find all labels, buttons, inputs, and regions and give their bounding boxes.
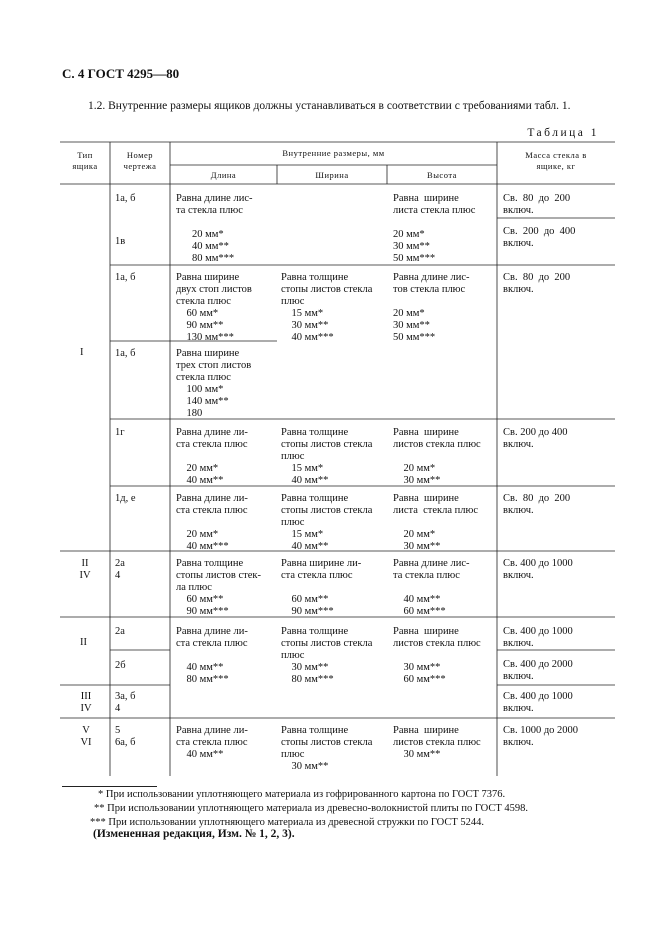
footnote-2: ** При использовании уплотняющего материала из древесно-волокнистой плиты по ГОСТ 4598. [94,803,529,814]
page-header: С. 4 ГОСТ 4295—80 [62,66,180,81]
drawing-cell: 5 6а, б [115,725,136,748]
mass-cell: Св. 80 до 200 включ. [503,193,571,216]
length-cell: Равна длине ли- ста стекла плюс 20 мм* 40 мм*** [176,493,248,552]
width-cell: Равна толщине стопы листов стекла плюс 15 мм* 30 мм** 40 мм*** [281,272,373,343]
height-cell: Равна длине лис- та стекла плюс 40 мм** 60 мм*** [393,558,470,617]
header-type: Тип ящика [72,150,98,171]
height-cell: Равна длине лис- тов стекла плюс 20 мм* 30 мм** 50 мм*** [393,272,470,343]
header-drawing: Номер чертежа [123,150,157,171]
drawing-cell: 3а, б 4 [115,691,136,714]
drawing-cell: 1а, б [115,348,136,359]
width-cell: Равна ширине ли- ста стекла плюс 60 мм** 90 мм*** [281,558,362,617]
width-cell: Равна толщине стопы листов стекла плюс 15 мм* 40 мм** [281,427,373,486]
height-cell: Равна ширине листов стекла плюс 30 мм** 60 мм*** [393,626,481,685]
drawing-cell: 1в [115,236,126,247]
header-height: Высота [427,170,457,180]
drawing-cell: 1а, б [115,193,136,204]
type-cell: II IV [79,558,91,581]
drawing-cell: 1д, е [115,493,136,504]
mass-cell: Св. 80 до 200 включ. [503,493,571,516]
header-glass-mass: Масса стекла в ящике, кг [525,150,587,171]
length-cell: Равна длине ли- ста стекла плюс 40 мм** [176,725,248,760]
mass-cell: Св. 200 до 400 включ. [503,226,576,249]
length-cell: Равна длине ли- ста стекла плюс 20 мм* 40 мм** [176,427,248,486]
footnote-3: *** При использовании уплотняющего материала из древесной стружки по ГОСТ 5244. [90,817,485,828]
length-cell: Равна ширине двух стоп листов стекла плюс 60 мм* 90 мм** 130 мм*** [176,272,252,343]
height-cell: Равна ширине листов стекла плюс 20 мм* 30 мм** [393,427,481,486]
width-cell: Равна толщине стопы листов стекла плюс 30 мм** 80 мм*** [281,626,373,685]
drawing-cell: 1а, б [115,272,136,283]
height-cell: Равна ширине листа стекла плюс 20 мм* 30 мм** [393,493,479,552]
dimensions-table [60,142,615,776]
type-cell: I [80,347,84,358]
drawing-cell: 1г [115,427,125,438]
height-cell: Равна ширине листов стекла плюс 30 мм** [393,725,481,760]
mass-cell: Св. 400 до 2000 включ. [503,659,573,682]
footnote-divider [62,786,157,787]
revision-note: (Измененная редакция, Изм. № 1, 2, 3). [93,828,295,840]
header-inner-dimensions: Внутренние размеры, мм [282,148,385,158]
footnote-1: * При использовании уплотняющего материала из гофрированного картона по ГОСТ 7376. [98,789,506,800]
header-width: Ширина [315,170,349,180]
length-cell: Равна длине ли- ста стекла плюс 40 мм** 80 мм*** [176,626,248,685]
drawing-cell: 2а 4 [115,558,125,581]
length-cell: Равна толщине стопы листов стек- ла плюс 60 мм** 90 мм*** [176,558,261,617]
type-cell: III IV [80,691,92,714]
height-cell: Равна ширине листа стекла плюс [393,193,476,216]
drawing-cell: 2а [115,626,125,637]
mass-cell: Св. 400 до 1000 включ. [503,558,573,581]
length-cell: 20 мм* 40 мм** 80 мм*** [192,229,235,264]
intro-paragraph: 1.2. Внутренние размеры ящиков должны устанавливаться в соответствии с требованиями табл. 1. [88,100,571,112]
length-cell: Равна длине лис- та стекла плюс [176,193,253,216]
width-cell: Равна толщине стопы листов стекла плюс 30 мм** [281,725,373,772]
height-cell: 20 мм* 30 мм** 50 мм*** [393,229,436,264]
mass-cell: Св. 1000 до 2000 включ. [503,725,579,748]
type-cell: V VI [80,725,92,748]
header-length: Длина [210,170,237,180]
length-cell: Равна ширине трех стоп листов стекла плюс 100 мм* 140 мм** 180 [176,348,252,419]
mass-cell: Св. 400 до 1000 включ. [503,691,573,714]
mass-cell: Св. 80 до 200 включ. [503,272,571,295]
type-cell: II [80,637,87,648]
drawing-cell: 2б [115,660,126,671]
table-label: Таблица 1 [527,127,599,139]
mass-cell: Св. 200 до 400 включ. [503,427,568,450]
mass-cell: Св. 400 до 1000 включ. [503,626,573,649]
width-cell: Равна толщине стопы листов стекла плюс 15 мм* 40 мм** [281,493,373,552]
